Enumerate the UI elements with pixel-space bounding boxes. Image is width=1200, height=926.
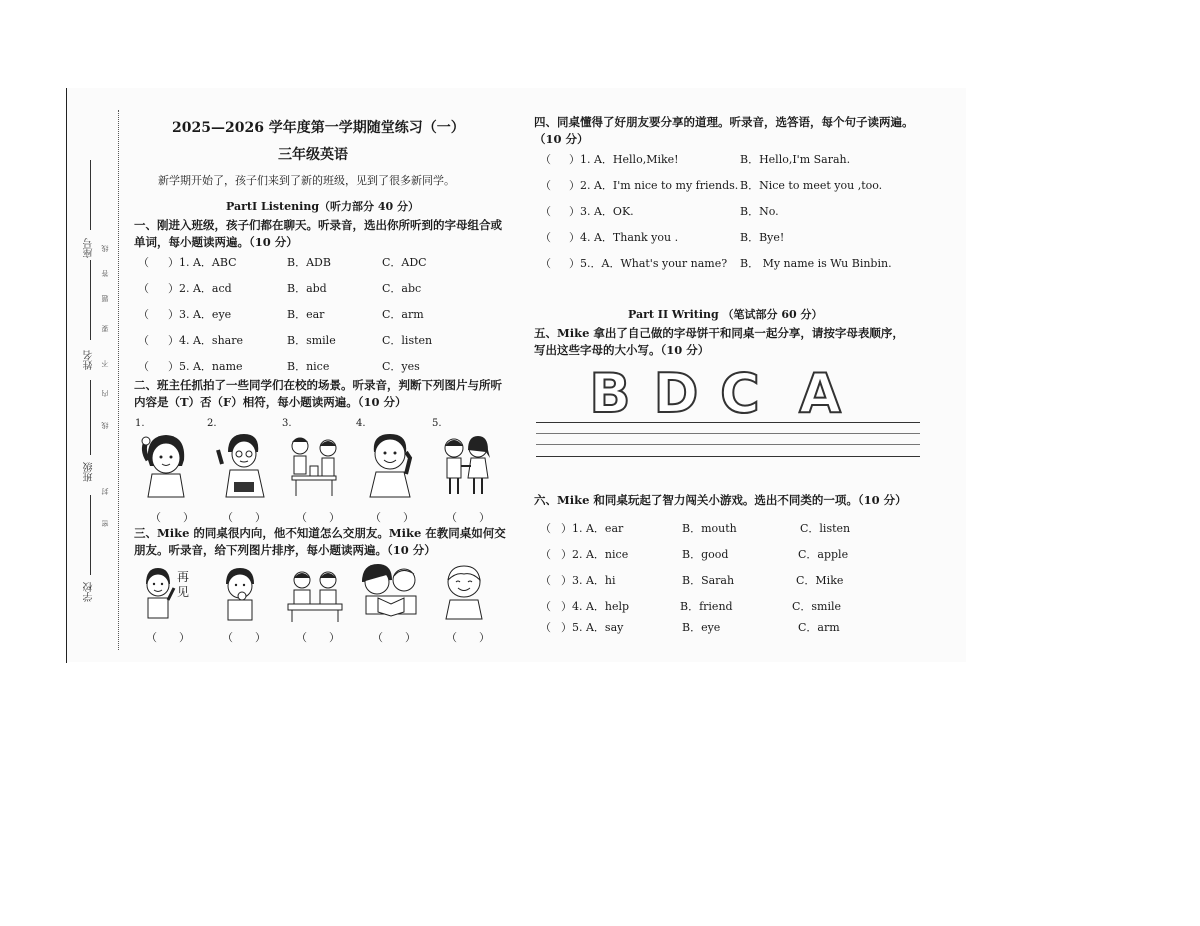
field-line [90,160,91,230]
field-school: 学校 [84,582,95,602]
question-option-a: ）4. A．help [561,600,630,613]
field-seat-number: 座号 [84,238,95,258]
question-option-a: ）3. A．hi [561,574,616,587]
question-option-c: C．arm [382,308,424,321]
field-line [90,495,91,575]
binding-mark: 密 [101,520,109,527]
question-option-a: ）5. A．say [561,621,624,634]
question-option-b: B．abd [287,282,327,295]
two-children-image [438,430,494,498]
answer-bracket[interactable]: （ ） [372,631,416,644]
part1-title: PartI Listening（听力部分 40 分） [226,200,419,213]
section4-title: 四、同桌懂得了好朋友要分享的道理。听录音，选答语，每个句子读两遍。（10 分） [534,115,914,146]
goodbye-text: 再见 [177,570,190,599]
answer-bracket[interactable]: （ ） [446,511,490,524]
question-option-a: ）1. A．ear [561,522,624,535]
answer-paren[interactable]: （ [540,574,551,587]
answer-bracket[interactable]: （ ） [296,511,340,524]
cookie-d-glyph: D [653,362,699,418]
cookie-letter-a [794,362,846,418]
answer-paren[interactable]: （ [540,205,551,218]
cookie-b-glyph: B [589,362,631,418]
answer-paren[interactable]: （ [540,522,551,535]
figure-number: 2. [207,418,217,429]
question-option-a: ）5.．A．What's your name? [569,257,728,270]
answer-paren[interactable]: （ [138,256,149,269]
question-option-b: B．Bye! [740,231,785,244]
section2-title: 二、班主任抓拍了一些同学们在校的场景。听录音，判断下列图片与所听内容是（T）否（F）相符，每小题读两遍。（10 分） [134,378,502,409]
answer-bracket[interactable]: （ ） [370,511,414,524]
figure-number: 1. [135,418,145,429]
figure-number: 4. [356,418,366,429]
question-option-c: C．yes [382,360,420,373]
answer-paren[interactable]: （ [540,179,551,192]
girl-waving-image [138,430,194,498]
answer-paren[interactable]: （ [540,600,551,613]
field-line [90,380,91,455]
question-option-c: C．listen [800,522,851,535]
binding-mark: 要 [101,325,109,332]
question-option-b: B．No. [740,205,779,218]
cookie-c-glyph: C [720,362,760,418]
section3-title: 三、Mike 的同桌很内向，他不知道怎么交朋友。Mike 在教同桌如何交朋友。听录音，给下列图片排序，每小题读两遍。（10 分） [134,526,506,557]
children-at-table-image [286,430,342,498]
answer-paren[interactable]: （ [540,257,551,270]
question-option-c: C．smile [792,600,842,613]
figure-number: 3. [282,418,292,429]
question-option-b: B．smile [287,334,336,347]
answer-bracket[interactable]: （ ） [150,511,194,524]
exam-intro: 新学期开始了，孩子们来到了新的班级，见到了很多新同学。 [158,174,455,187]
question-option-b: B．Nice to meet you ,too. [740,179,883,192]
field-name: 姓名 [84,350,95,370]
question-option-a: ）5. A．name [168,360,243,373]
question-option-b: B．good [682,548,729,561]
binding-mark: 内 [101,390,109,397]
answer-paren[interactable]: （ [540,231,551,244]
binding-mark: 答 [101,270,109,277]
cookie-letter-d [652,362,700,418]
figure-number: 5. [432,418,442,429]
left-border-line [66,88,67,663]
answer-paren[interactable]: （ [540,153,551,166]
answer-bracket[interactable]: （ ） [296,631,340,644]
question-option-b: B．ear [287,308,325,321]
question-option-c: C．ADC [382,256,427,269]
question-option-b: B．Sarah [682,574,735,587]
writing-line [536,456,920,457]
answer-paren[interactable]: （ [138,360,149,373]
boy-pointing-ear-image [362,430,418,498]
question-option-c: C．apple [798,548,849,561]
question-option-a: ）1. A．Hello,Mike! [569,153,679,166]
question-option-a: ）2. A．nice [561,548,629,561]
field-line [90,260,91,340]
part2-title: Part II Writing （笔试部分 60 分） [628,308,823,321]
question-option-b: B．ADB [287,256,331,269]
teacher-with-book-image [214,430,270,498]
boy-waving-goodbye-image [140,566,176,622]
answer-paren[interactable]: （ [540,548,551,561]
cookie-letter-b [586,362,634,418]
answer-bracket[interactable]: （ ） [146,631,190,644]
question-option-a: ）2. A．acd [168,282,232,295]
answer-paren[interactable]: （ [138,282,149,295]
question-option-a: ）2. A．I'm nice to my friends. [569,179,739,192]
binding-mark: 不 [101,360,109,367]
question-option-b: B．Hello,I'm Sarah. [740,153,851,166]
binding-mark: 封 [101,488,109,495]
question-option-a: ）4. A．Thank you . [569,231,679,244]
exam-title: 2025—2026 学年度第一学期随堂练习（一） [172,120,465,136]
answer-paren[interactable]: （ [138,308,149,321]
smiling-boy-image [440,562,488,620]
question-option-c: C．listen [382,334,433,347]
exam-subtitle: 三年级英语 [278,147,348,163]
answer-bracket[interactable]: （ ） [446,631,490,644]
question-option-a: ）3. A．OK. [569,205,634,218]
cookie-a-glyph: A [799,362,841,418]
question-option-c: C．arm [798,621,840,634]
answer-bracket[interactable]: （ ） [222,631,266,644]
section6-title: 六、Mike 和同桌玩起了智力闯关小游戏。选出不同类的一项。（10 分） [534,493,907,507]
binding-mark: 题 [101,295,109,302]
question-option-c: C．abc [382,282,422,295]
writing-line [536,422,920,423]
question-option-a: ）4. A．share [168,334,243,347]
answer-bracket[interactable]: （ ） [222,511,266,524]
students-at-desk-image [286,566,344,622]
question-option-b: B．eye [682,621,721,634]
question-option-a: ）3. A．eye [168,308,232,321]
boys-reading-image [358,562,424,620]
cookie-letter-c [716,362,764,418]
question-option-a: ）1. A．ABC [168,256,237,269]
question-option-c: C．Mike [796,574,844,587]
question-option-b: B． My name is Wu Binbin. [740,257,892,270]
section5-title: 五、Mike 拿出了自己做的字母饼干和同桌一起分享，请按字母表顺序，写出这些字母的大小写。（10 分） [534,326,904,357]
question-option-b: B．nice [287,360,330,373]
writing-line [536,444,920,445]
question-option-b: B．friend [680,600,733,613]
boy-thinking-image [218,566,262,622]
answer-paren[interactable]: （ [138,334,149,347]
binding-dotted-line [118,110,119,650]
binding-mark: 线 [101,245,109,252]
field-class: 班级 [84,462,95,482]
answer-paren[interactable]: （ [540,621,551,634]
writing-line [536,433,920,434]
section1-title: 一、刚进入班级，孩子们都在聊天。听录音，选出你所听到的字母组合或单词，每小题读两遍。（10 分） [134,218,502,249]
binding-mark: 线 [101,422,109,429]
question-option-b: B．mouth [682,522,737,535]
